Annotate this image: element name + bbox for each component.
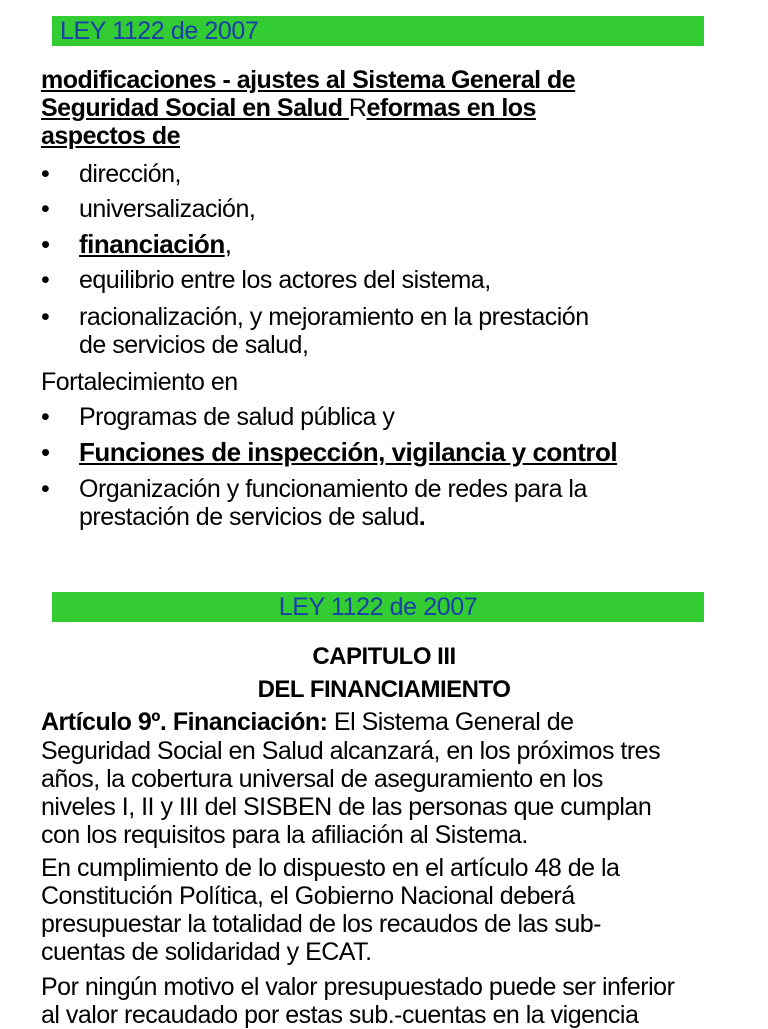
text-line: presupuestar la totalidad de los recaudos de las sub-	[41, 910, 601, 938]
text-line: cuentas de solidaridad y ECAT.	[41, 938, 372, 966]
text-line: con los requisitos para la afiliación al Sistema.	[41, 821, 528, 849]
item-suffix: .	[418, 503, 426, 531]
item-text: Programas de salud pública y	[79, 403, 395, 431]
item-text: universalización,	[79, 195, 256, 223]
heading-part: R	[348, 94, 367, 122]
list-item	[41, 403, 394, 431]
bullet-icon: •	[41, 160, 50, 188]
law-title-banner	[52, 592, 704, 622]
article-label: Artículo 9º. Financiación:	[41, 708, 328, 736]
item-continuation	[79, 503, 425, 531]
banner-text: LEY 1122 de 2007	[278, 593, 478, 621]
bullet-icon: •	[41, 195, 50, 223]
text-line: niveles I, II y III del SISBEN de las personas que cumplan	[41, 793, 652, 821]
heading-part: Seguridad Social en Salud	[41, 94, 349, 122]
list-item	[41, 230, 231, 258]
list-item	[41, 160, 181, 188]
list-item	[41, 266, 491, 294]
item-text: racionalización, y mejoramiento en la prestación	[79, 303, 589, 331]
bullet-icon: •	[41, 266, 50, 294]
text-line: años, la cobertura universal de aseguramiento en los	[41, 765, 603, 793]
list-item	[41, 195, 255, 223]
chapter-number: CAPITULO III	[312, 643, 456, 670]
heading-line: modificaciones - ajustes al Sistema General de	[41, 66, 576, 94]
heading-line	[41, 94, 536, 122]
banner-text: LEY 1122 de 2007	[60, 17, 259, 45]
list-item	[41, 438, 617, 466]
bullet-icon: •	[41, 229, 50, 259]
list-item	[41, 475, 587, 503]
law-title-banner	[52, 16, 704, 46]
item-text: financiación	[79, 229, 225, 259]
bullet-icon: •	[41, 403, 50, 431]
item-suffix: ,	[224, 229, 232, 259]
item-text: Funciones de inspección, vigilancia y control	[79, 437, 618, 467]
text-line: al valor recaudado por estas sub.-cuentas en la vigencia	[41, 1001, 639, 1029]
text-line: El Sistema General de	[327, 708, 574, 736]
chapter-title: DEL FINANCIAMIENTO	[257, 676, 511, 703]
bullet-icon: •	[41, 303, 50, 331]
text-line: Constitución Política, el Gobierno Nacional deberá	[41, 882, 575, 910]
item-text: equilibrio entre los actores del sistema,	[79, 266, 491, 294]
item-text: dirección,	[79, 160, 181, 188]
bullet-icon: •	[41, 437, 50, 467]
item-continuation: de servicios de salud,	[79, 331, 309, 359]
heading-line: aspectos de	[41, 122, 181, 150]
item-text: prestación de servicios de salud	[79, 503, 419, 531]
item-text: Organización y funcionamiento de redes para la	[79, 475, 587, 503]
heading-part: eformas en los	[366, 94, 536, 122]
article-paragraph	[41, 708, 574, 736]
text-line: Por ningún motivo el valor presupuestado puede ser inferior	[41, 973, 675, 1001]
list-item	[41, 303, 589, 331]
text-line: En cumplimiento de lo dispuesto en el artículo 48 de la	[41, 854, 620, 882]
text-line: Seguridad Social en Salud alcanzará, en los próximos tres	[41, 737, 661, 765]
bullet-icon: •	[41, 475, 50, 503]
subheading: Fortalecimiento en	[41, 368, 238, 396]
